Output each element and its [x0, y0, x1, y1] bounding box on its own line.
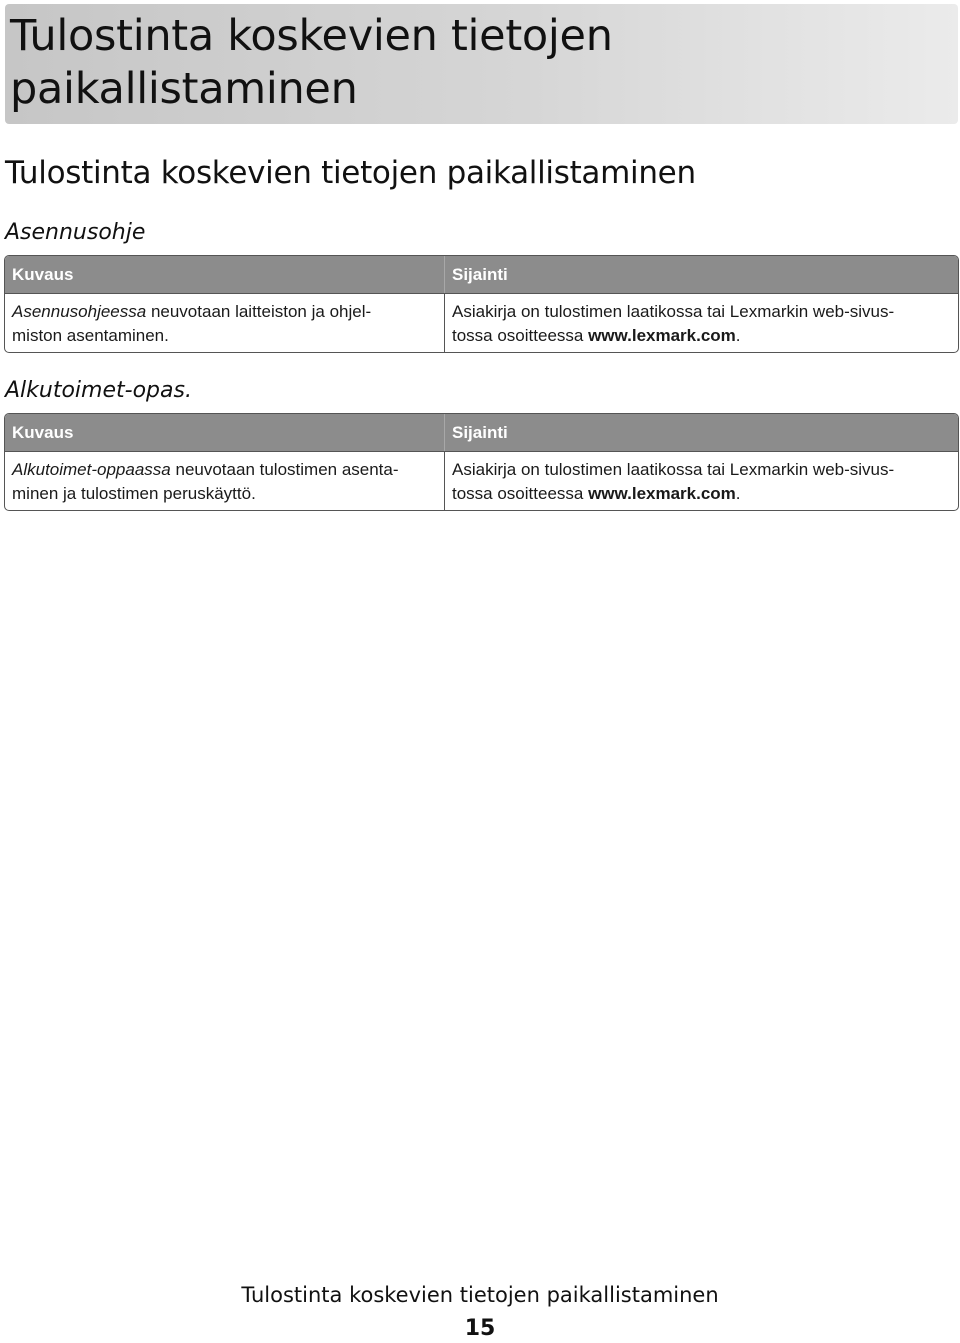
chapter-title-line2: paikallistaminen	[10, 64, 358, 114]
footer-chapter-title: Tulostinta koskevien tietojen paikallistaminen	[241, 1283, 719, 1307]
description-text-line2: minen ja tulostimen peruskäyttö.	[12, 484, 256, 503]
lexmark-url-link[interactable]: www.lexmark.com	[588, 484, 736, 503]
description-text: neuvotaan laitteiston ja ohjel-	[146, 302, 372, 321]
description-text-line2: miston asentaminen.	[12, 326, 169, 345]
chapter-title-line1: Tulostinta koskevien tietojen	[10, 11, 613, 61]
table-asennusohje	[4, 255, 959, 353]
location-text-line2: tossa osoitteessa	[452, 484, 589, 503]
description-emphasis: Alkutoimet-oppaassa	[12, 460, 171, 479]
location-text-line2: tossa osoitteessa	[452, 326, 589, 345]
location-text: Asiakirja on tulostimen laatikossa tai Lexmarkin web-sivus-	[452, 460, 895, 479]
location-text: Asiakirja on tulostimen laatikossa tai Lexmarkin web-sivus-	[452, 302, 895, 321]
column-header-kuvaus: Kuvaus	[5, 414, 445, 451]
lexmark-url-link[interactable]: www.lexmark.com	[588, 326, 736, 345]
description-cell	[5, 294, 445, 352]
location-cell	[445, 452, 958, 510]
description-emphasis: Asennusohjeessa	[12, 302, 147, 321]
description-text: neuvotaan tulostimen asenta-	[170, 460, 399, 479]
table-alkutoimet	[4, 413, 959, 511]
subsection-title-asennusohje: Asennusohje	[5, 220, 146, 245]
column-header-sijainti: Sijainti	[452, 265, 508, 284]
section-title: Tulostinta koskevien tietojen paikallistaminen	[5, 155, 696, 191]
table-header-row	[5, 256, 958, 294]
location-cell	[445, 294, 958, 352]
location-suffix: .	[735, 484, 741, 503]
chapter-title	[10, 10, 958, 116]
table-row	[5, 294, 958, 352]
table-row	[5, 452, 958, 510]
column-header-kuvaus: Kuvaus	[5, 256, 445, 293]
chapter-banner	[5, 4, 958, 124]
subsection-title-alkutoimet: Alkutoimet-opas.	[5, 378, 192, 403]
description-cell	[5, 452, 445, 510]
table-header-row	[5, 414, 958, 452]
page-number: 15	[464, 1316, 496, 1341]
column-header-sijainti: Sijainti	[452, 423, 508, 442]
location-suffix: .	[735, 326, 741, 345]
